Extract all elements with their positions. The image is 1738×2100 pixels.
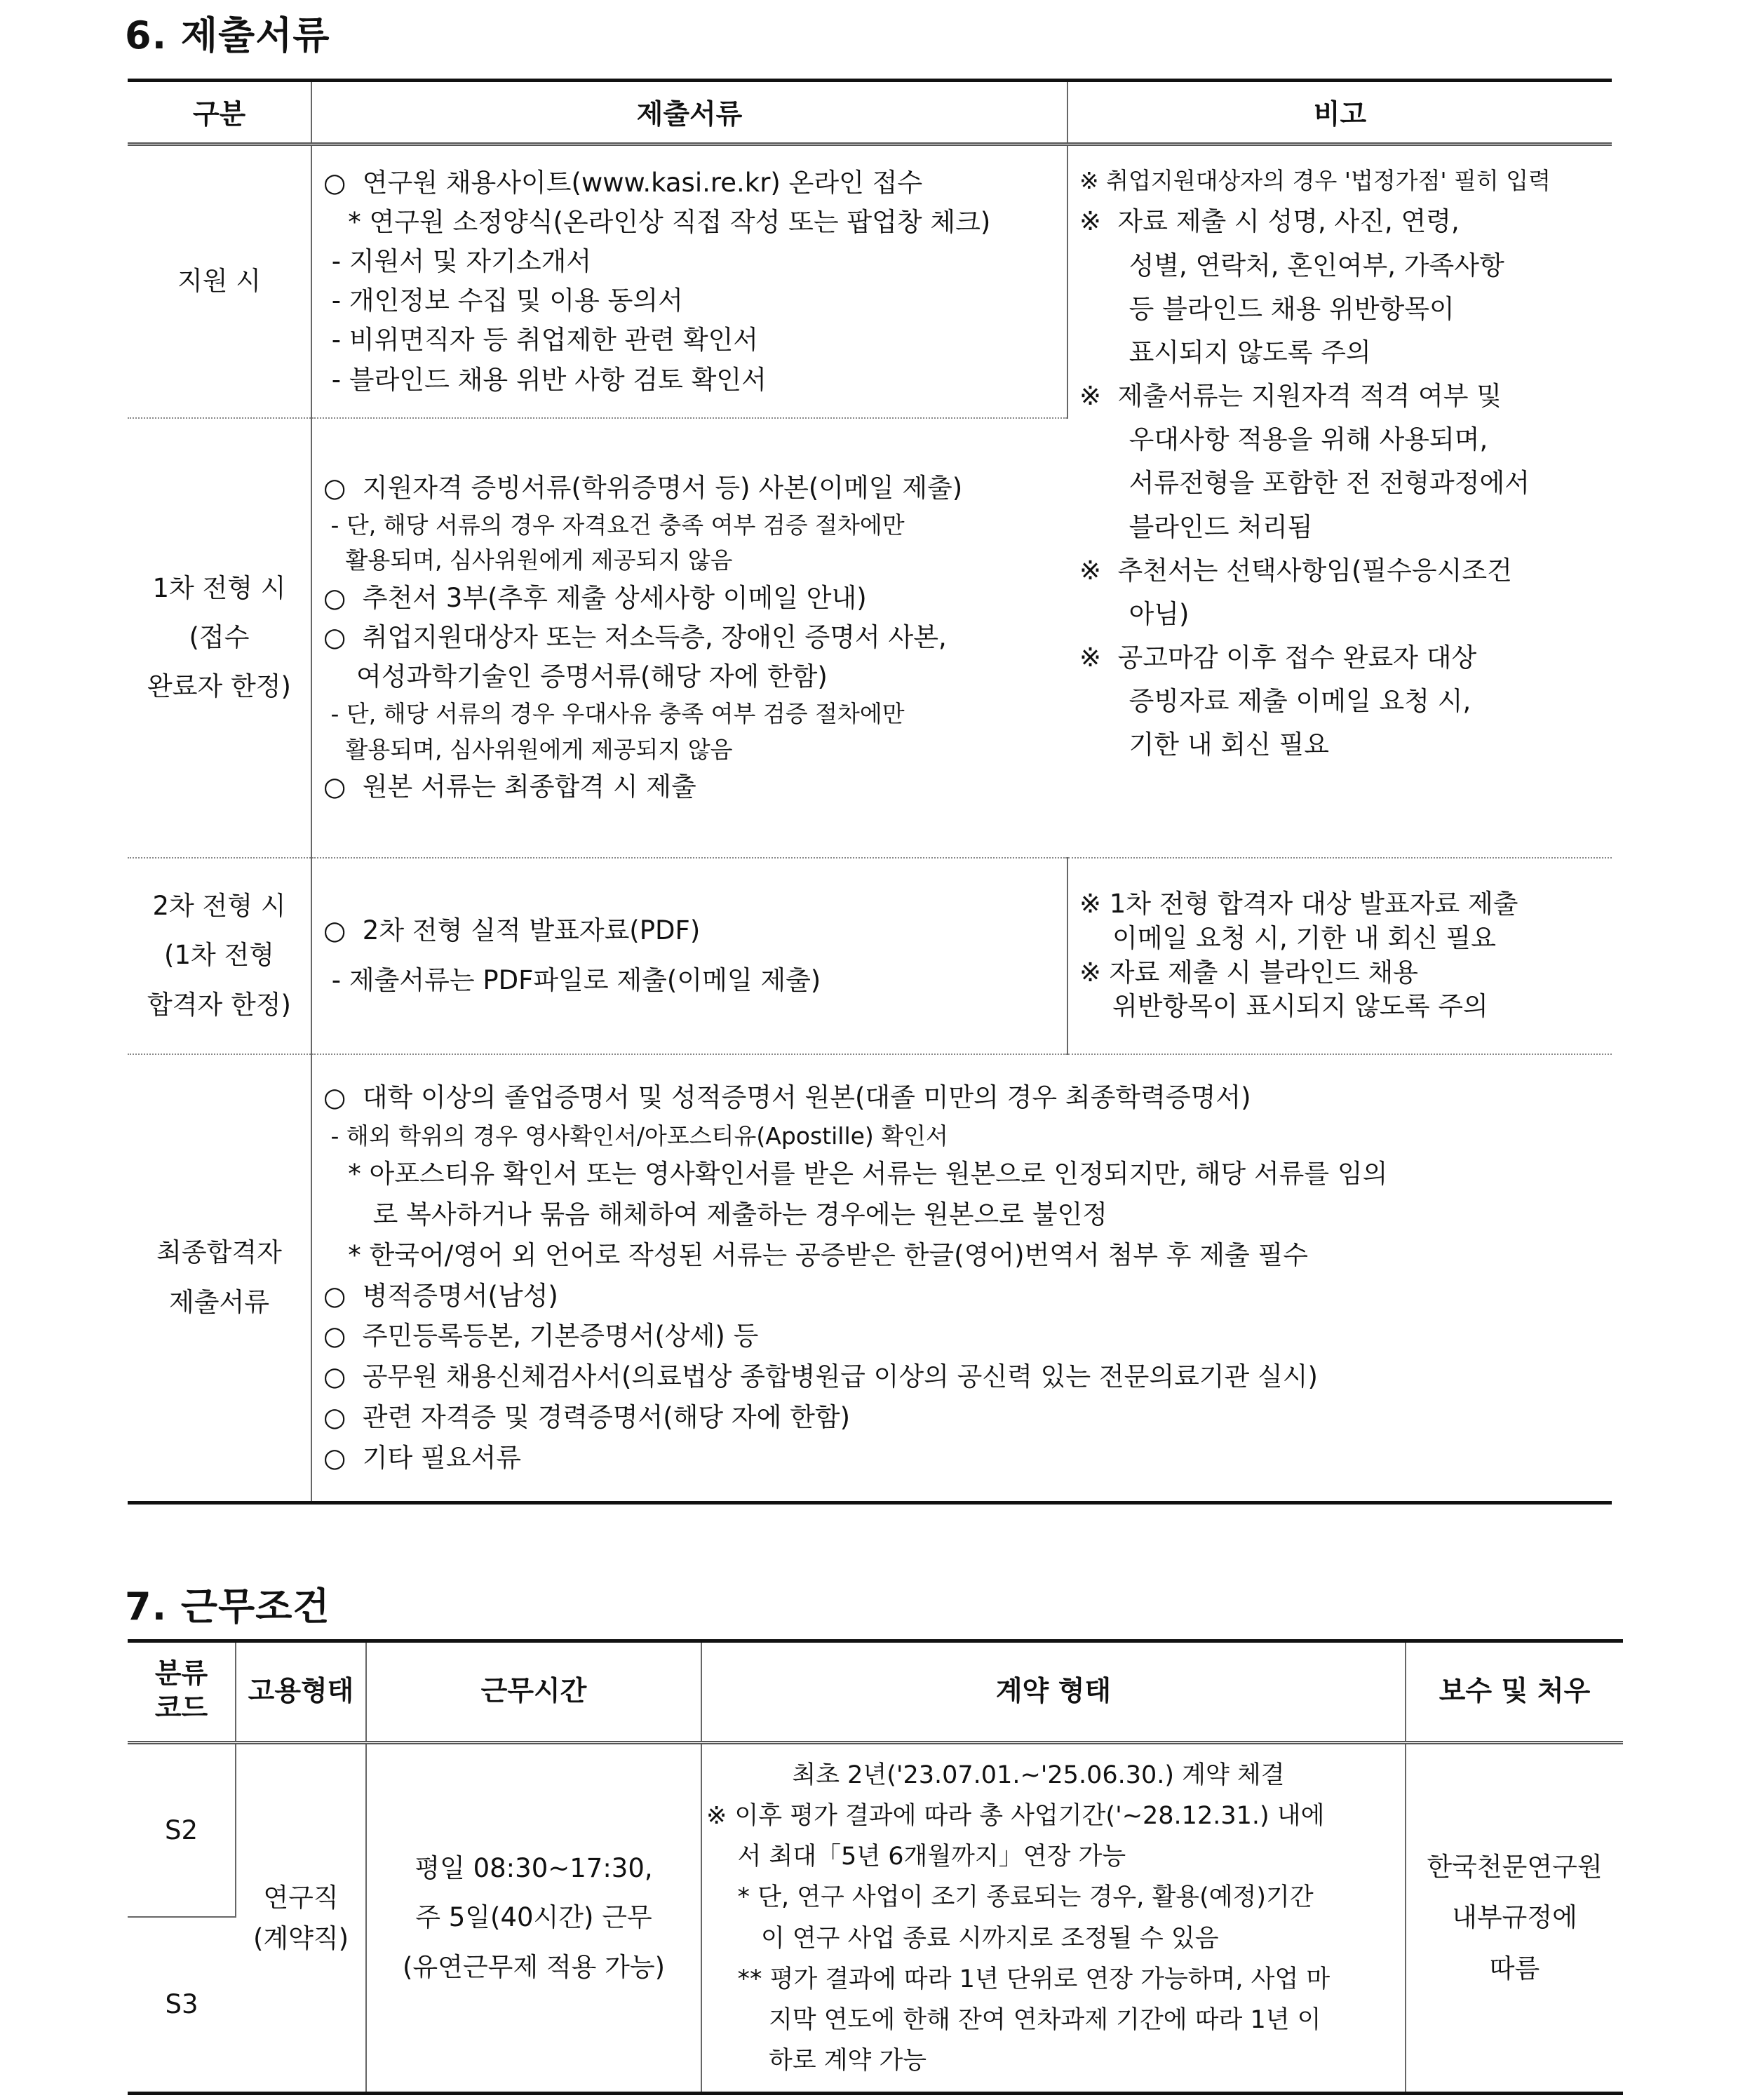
- remark-line: 이메일 요청 시, 기한 내 회신 필요: [1079, 922, 1497, 953]
- remark-line: 증빙자료 제출 이메일 요청 시,: [1079, 686, 1471, 717]
- row-category: [128, 1054, 311, 1503]
- doc-line: - 개인정보 수집 및 이용 동의서: [323, 285, 683, 316]
- doc-line: - 단, 해당 서류의 경우 우대사유 충족 여부 검증 절차에만: [323, 700, 905, 728]
- doc-line: ○ 관련 자격증 및 경력증명서(해당 자에 한함): [323, 1401, 851, 1432]
- header-employment: 고용형태: [236, 1641, 366, 1743]
- doc-line: 활용되며, 심사위원에게 제공되지 않음: [323, 546, 733, 574]
- hours-line: 주 5일(40시간) 근무: [415, 1902, 652, 1933]
- work-conditions-table: [128, 1639, 1623, 2095]
- doc-line: - 단, 해당 서류의 경우 자격요건 충족 여부 검증 절차에만: [323, 511, 905, 539]
- header-hours: 근무시간: [366, 1641, 701, 1743]
- pay-line: 따름: [1489, 1953, 1540, 1984]
- doc-line: ○ 공무원 채용신체검사서(의료법상 종합병원급 이상의 공신력 있는 전문의료기관 실시): [323, 1361, 1318, 1392]
- doc-line: ○ 연구원 채용사이트(www.kasi.re.kr) 온라인 접수: [323, 167, 923, 198]
- employment-line: 연구직: [263, 1883, 339, 1913]
- section-6-title: 6. 제출서류: [125, 13, 330, 58]
- category-line: 지원 시: [177, 266, 261, 297]
- category-line: 2차 전형 시: [152, 891, 286, 922]
- hours-line: 평일 08:30~17:30,: [415, 1853, 653, 1884]
- category-line: 1차 전형 시: [152, 572, 286, 603]
- contract-line: 최초 2년('23.07.01.~'25.06.30.) 계약 체결: [706, 1761, 1285, 1790]
- doc-line: * 연구원 소정양식(온라인상 직접 작성 또는 팝업창 체크): [323, 206, 991, 237]
- contract-line: ※ 이후 평가 결과에 따라 총 사업기간('~28.12.31.) 내에: [706, 1802, 1325, 1831]
- category-line: (1차 전형: [164, 940, 274, 971]
- remark-line: 성별, 연락처, 혼인여부, 가족사항: [1079, 250, 1504, 281]
- category-line: (접수: [189, 621, 250, 652]
- employment-line: (계약직): [252, 1923, 349, 1953]
- doc-line: - 비위면직자 등 취업제한 관련 확인서: [323, 325, 759, 356]
- table-row: [128, 858, 1612, 1054]
- doc-line: 여성과학기술인 증명서류(해당 자에 한함): [323, 661, 828, 692]
- contract-line: ** 평가 결과에 따라 1년 단위로 연장 가능하며, 사업 마: [706, 1965, 1331, 1993]
- table-row: [128, 1054, 1612, 1503]
- doc-line: * 아포스티유 확인서 또는 영사확인서를 받은 서류는 원본으로 인정되지만, 해당 서류를 임의: [323, 1159, 1388, 1190]
- remark-line: ※ 추천서는 선택사항임(필수응시조건: [1079, 555, 1512, 586]
- row-docs: [311, 144, 1067, 418]
- row-category: [128, 418, 311, 858]
- code-cell: S2: [128, 1743, 236, 1917]
- remark-line: ※ 1차 전형 합격자 대상 발표자료 제출: [1079, 888, 1518, 919]
- contract-line: * 단, 연구 사업이 조기 종료되는 경우, 활용(예정)기간: [706, 1883, 1314, 1912]
- doc-line: 활용되며, 심사위원에게 제공되지 않음: [323, 735, 733, 763]
- doc-line: - 해외 학위의 경우 영사확인서/아포스티유(Apostille) 확인서: [323, 1122, 948, 1150]
- contract-line: 서 최대「5년 6개월까지」연장 가능: [706, 1843, 1126, 1871]
- hours-line: (유연근무제 적용 가능): [402, 1951, 666, 1982]
- hours-cell: [366, 1743, 701, 2094]
- category-line: 최종합격자: [156, 1237, 282, 1268]
- remark-line: ※ 공고마감 이후 접수 완료자 대상: [1079, 642, 1477, 673]
- doc-line: ○ 기타 필요서류: [323, 1442, 522, 1473]
- doc-line: ○ 주민등록등본, 기본증명서(상세) 등: [323, 1321, 759, 1352]
- doc-line: ○ 추천서 3부(추후 제출 상세사항 이메일 안내): [323, 582, 867, 613]
- header-category: 구분: [128, 81, 311, 144]
- remark-line: 우대사항 적용을 위해 사용되며,: [1079, 424, 1488, 455]
- doc-line: ○ 대학 이상의 졸업증명서 및 성적증명서 원본(대졸 미만의 경우 최종학력증명서): [323, 1082, 1251, 1113]
- pay-line: 한국천문연구원: [1427, 1852, 1603, 1883]
- category-line: 제출서류: [169, 1286, 269, 1317]
- doc-line: - 지원서 및 자기소개서: [323, 246, 592, 277]
- header-contract: 계약 형태: [701, 1641, 1406, 1743]
- remark-line: ※ 자료 제출 시 블라인드 채용: [1079, 957, 1418, 988]
- contract-cell: [701, 1743, 1406, 2094]
- pay-cell: [1406, 1743, 1623, 2094]
- remark-line: 서류전형을 포함한 전 전형과정에서: [1079, 468, 1530, 499]
- remark-line: 아님): [1079, 598, 1190, 629]
- category-line: 완료자 한정): [147, 671, 291, 702]
- doc-line: ○ 원본 서류는 최종합격 시 제출: [323, 771, 696, 802]
- merged-remarks: [1067, 144, 1612, 858]
- header-code: 분류 코드: [128, 1641, 236, 1743]
- remark-line: 등 블라인드 채용 위반항목이: [1079, 293, 1455, 324]
- row-category: [128, 858, 311, 1054]
- contract-line: 지막 연도에 한해 잔여 연차과제 기간에 따라 1년 이: [706, 2005, 1321, 2034]
- doc-line: ○ 지원자격 증빙서류(학위증명서 등) 사본(이메일 제출): [323, 473, 963, 504]
- contract-line: 하로 계약 가능: [706, 2046, 927, 2075]
- code-cell: S3: [165, 1989, 198, 2020]
- doc-line: ○ 2차 전형 실적 발표자료(PDF): [323, 915, 701, 946]
- documents-header-row: [128, 81, 1612, 144]
- doc-line: ○ 취업지원대상자 또는 저소득층, 장애인 증명서 사본,: [323, 621, 947, 652]
- header-remarks: 비고: [1067, 81, 1612, 144]
- row-remarks: [1067, 858, 1612, 1054]
- header-documents: 제출서류: [311, 81, 1067, 144]
- remark-line: 위반항목이 표시되지 않도록 주의: [1079, 991, 1488, 1022]
- row-docs: [311, 1054, 1612, 1503]
- pay-line: 내부규정에: [1452, 1902, 1577, 1933]
- remark-line: 기한 내 회신 필요: [1079, 729, 1330, 760]
- remark-line: ※ 자료 제출 시 성명, 사진, 연령,: [1079, 206, 1460, 237]
- remark-line: 표시되지 않도록 주의: [1079, 337, 1371, 368]
- doc-line: ○ 병적증명서(남성): [323, 1280, 558, 1311]
- doc-line: - 제출서류는 PDF파일로 제출(이메일 제출): [323, 964, 821, 995]
- doc-line: - 블라인드 채용 위반 사항 검토 확인서: [323, 364, 767, 395]
- row-docs: [311, 858, 1067, 1054]
- doc-line: * 한국어/영어 외 언어로 작성된 서류는 공증받은 한글(영어)번역서 첨부 후 제출 필수: [323, 1239, 1308, 1270]
- doc-line: 로 복사하거나 묶음 해체하여 제출하는 경우에는 원본으로 불인정: [323, 1199, 1107, 1230]
- employment-cell: [236, 1743, 366, 2094]
- remark-line: 블라인드 처리됨: [1079, 511, 1313, 542]
- header-pay: 보수 및 처우: [1406, 1641, 1623, 1743]
- section-7-title: 7. 근무조건: [125, 1584, 330, 1629]
- category-line: 합격자 한정): [147, 989, 291, 1020]
- row-docs: [311, 418, 1067, 858]
- table-row: [128, 1743, 1623, 1917]
- table-row: [128, 144, 1612, 418]
- remark-line: ※ 취업지원대상자의 경우 '법정가점' 필히 입력: [1079, 167, 1551, 194]
- work-header-row: [128, 1641, 1623, 1743]
- documents-table: [128, 79, 1612, 1505]
- row-category: [128, 144, 311, 418]
- contract-line: 이 연구 사업 종료 시까지로 조정될 수 있음: [706, 1924, 1219, 1953]
- remark-line: ※ 제출서류는 지원자격 적격 여부 및: [1079, 381, 1502, 412]
